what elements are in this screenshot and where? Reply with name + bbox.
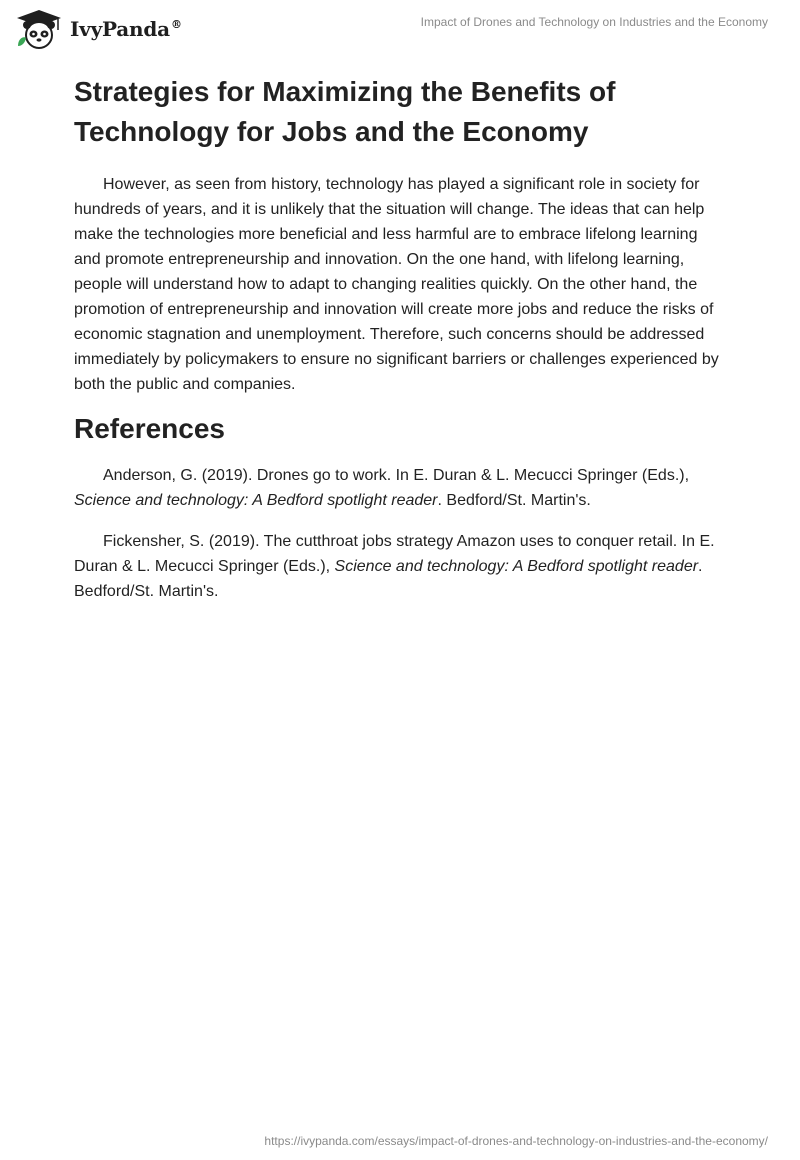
references-title: References bbox=[74, 413, 225, 444]
document-body bbox=[74, 72, 724, 620]
body-paragraph: However, as seen from history, technology has played a significant role in society for hundreds of years, and it is unlikely that the situation will change. The ideas that can help make the technologies more beneficial and less harmful are to embrace lifelong learning and promote entrepreneurship and innovation. On the one hand, with lifelong learning, people will understand how to adapt to changing realities quickly. On the other hand, the promotion of entrepreneurship and innovation will create more jobs and reduce the risks of economic stagnation and unemployment. Therefore, such concerns should be addressed immediately by policymakers to ensure no significant barriers or challenges experienced by both the public and companies. bbox=[74, 176, 719, 393]
page-header bbox=[0, 0, 800, 60]
reference-book-title: Science and technology: A Bedford spotlight reader bbox=[74, 492, 438, 509]
brand-name: IvyPanda® bbox=[70, 17, 182, 41]
reference-item-fickensher: Fickensher, S. (2019). The cutthroat jobs strategy Amazon uses to conquer retail. In E. Duran & L. Mecucci Springer (Eds.), Science and technology: A Bedford spotlight reader. Bedford/St. Martin's. bbox=[74, 533, 715, 600]
registered-mark: ® bbox=[170, 18, 182, 32]
ivypanda-logo[interactable] bbox=[14, 8, 182, 50]
reference-book-title: Science and technology: A Bedford spotlight reader bbox=[334, 558, 699, 575]
running-title: Impact of Drones and Technology on Industries and the Economy bbox=[420, 15, 768, 29]
section-title: Strategies for Maximizing the Benefits of Technology for Jobs and the Economy bbox=[74, 76, 616, 147]
source-url[interactable]: https://ivypanda.com/essays/impact-of-drones-and-technology-on-industries-and-the-economy/ bbox=[264, 1134, 768, 1148]
panda-mascot-icon bbox=[14, 8, 64, 50]
reference-item-anderson: Anderson, G. (2019). Drones go to work. In E. Duran & L. Mecucci Springer (Eds.), Science and technology: A Bedford spotlight reader. Bedford/St. Martin's. bbox=[74, 467, 690, 509]
